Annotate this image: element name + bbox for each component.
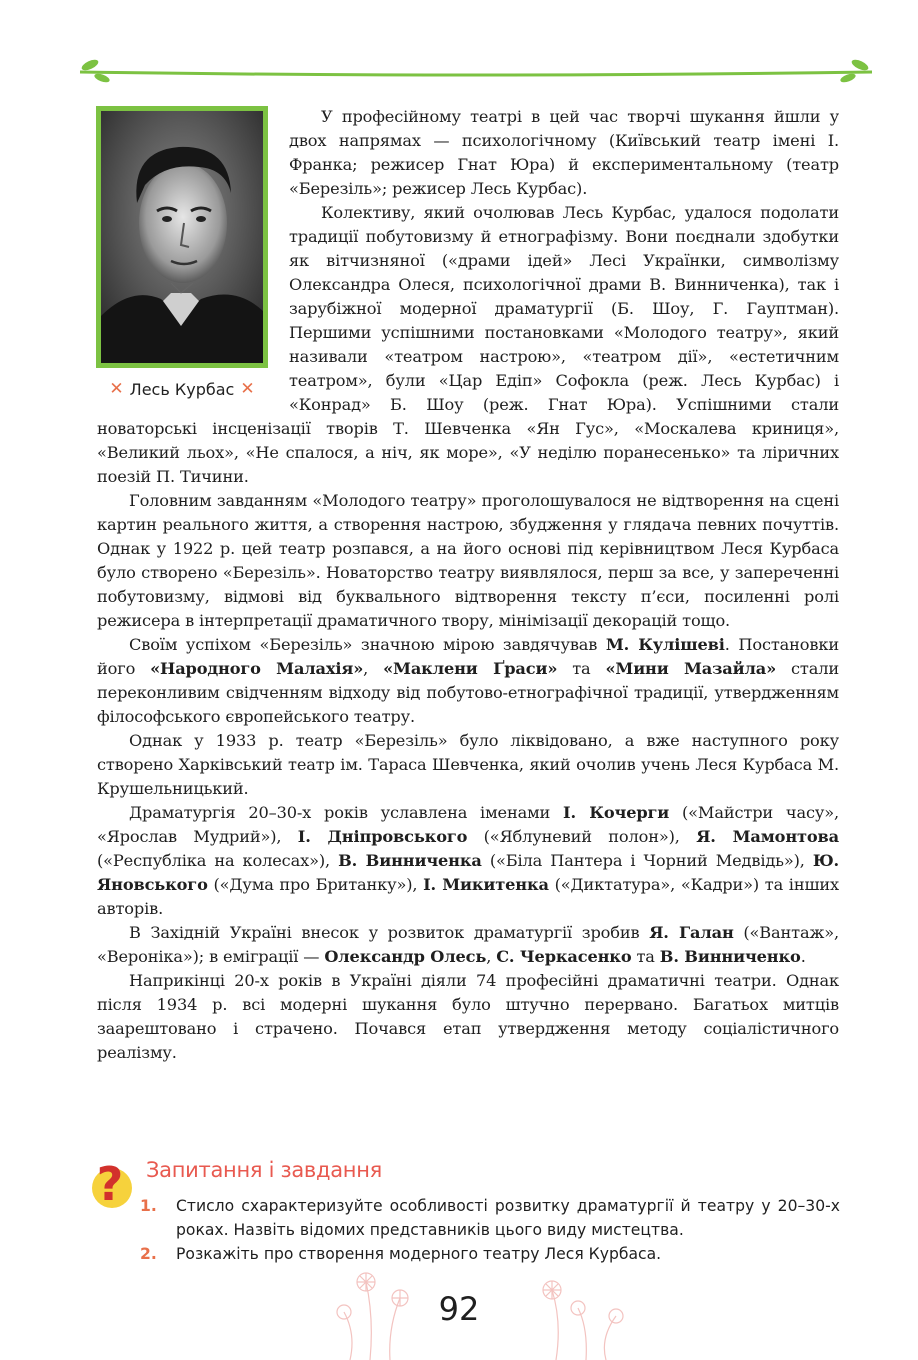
text-run: Своїм успіхом «Березіль» значною мірою завдячував <box>129 635 606 654</box>
bold-text: І. Кочерги <box>563 803 670 822</box>
bold-text: Олександр Олесь <box>324 947 487 966</box>
bold-text: Я. Галан <box>649 923 734 942</box>
text-run: («Республіка на колесах»), <box>97 851 339 870</box>
question-text: Стисло схарактеризуйте особливості розвитку драматургії й театру у 20–30-х роках. Назвіть відомих представників цього виду мистецтва. <box>176 1197 840 1239</box>
questions-title: Запитання і завдання <box>146 1158 382 1182</box>
paragraph <box>97 969 839 1065</box>
bold-text: С. Черкасенко <box>496 947 632 966</box>
text-run: У професійному театрі в цей час творчі шукання йшли у двох напрямах — психологічному (Київський театр імені І. Франка; режисер Гнат Юра) й експериментальному (театр «Березіль»; режисер Лесь Курбас). <box>289 107 839 198</box>
text-run: , <box>486 947 497 966</box>
text-run: Наприкінці 20-х років в Україні діяли 74 професійні драматичні театри. Однак після 1934 р. всі модерні шукання було штучно перервано. Багатьох митців заарештовано і страчено. Почався етап утвердження методу соціалістичного реалізму. <box>97 971 839 1062</box>
paragraph <box>97 489 839 633</box>
top-vine-divider <box>78 58 874 86</box>
bold-text: Ю. Яновського <box>97 851 840 894</box>
text-run: Головним завданням «Молодого театру» проголошувалося не відтворення на сцені картин реального життя, а створення настрою, збудження у глядача певних почуттів. Однак у 1922 р. цей театр розпався, а на його основі під керівництвом Леся Курбаса було створено «Березіль». Новаторство театру виявлялося, перш за все, у запереченні побутовизму, відмові від буквального відтворення тексту п’єси, посиленні ролі режисера в інтерпретації драматичного твору, мінімізації декорацій тощо. <box>97 491 839 630</box>
question-item <box>140 1194 840 1242</box>
page-number: 92 <box>438 1290 480 1328</box>
bold-text: М. Кулішеві <box>605 635 725 654</box>
text-run: , <box>363 659 384 678</box>
text-run: В Західній Україні внесок у розвиток драматургії зробив <box>129 923 650 942</box>
question-text: Розкажіть про створення модерного театру Леся Курбаса. <box>176 1245 662 1263</box>
question-number: 1. <box>140 1197 157 1215</box>
text-run: . Постановки його <box>97 635 839 678</box>
decor-cross-icon: ✕ <box>240 378 255 399</box>
text-run: Однак у 1933 р. театр «Березіль» було ліквідовано, а вже наступного року створено Харківський театр ім. Тараса Шевченка, який очолив учень Леся Курбаса М. Крушельницький. <box>97 731 839 798</box>
text-run: . <box>800 947 806 966</box>
bold-text: «Народного Малахія» <box>150 659 364 678</box>
paragraph <box>97 729 839 801</box>
paragraph <box>97 633 839 729</box>
text-run: («Біла Пантера і Чорний Медвідь»), <box>481 851 813 870</box>
svg-text:?: ? <box>96 1157 124 1210</box>
bold-text: «Мини Мазайла» <box>605 659 777 678</box>
text-run: («Майстри часу», «Ярослав Мудрий»), <box>97 803 839 846</box>
text-run: стали переконливим свідченням відходу від побутово-етнографічної традиції, утвердженням філософського європейського театру. <box>97 659 839 726</box>
text-run: Колективу, який очолював Лесь Курбас, удалося подолати традиції побутовизму й етнографізму. Вони поєднали здобутки як вітчизняної («драми ідей» Лесі Українки, символізму Олександра Олеся, психологічної драми В. Винниченка), так і зарубіжної модерної драматургії (Б. Шоу, Г. Гауптман). Першими успішними постановками «Молодого театру», який називали «театром настрою», «театром дії», «естетичним театром», були «Цар Едіп» Софокла (реж. Лесь Курбас) і «Конрад» Б. Шоу (реж. Гнат Юра). Успішними стали новаторські інсценізації творів Т. Шевченка «Ян Гус», «Москалева криниця», «Великий льох», «Не спалося, а ніч, як море», «У неділю поранесенько» та ліричних поезій П. Тичини. <box>97 203 839 486</box>
bold-text: В. Винниченка <box>338 851 482 870</box>
questions-list <box>140 1194 840 1266</box>
portrait-caption-text: Лесь Курбас <box>129 379 235 399</box>
text-run: та <box>557 659 606 678</box>
main-text <box>97 105 839 1065</box>
paragraph <box>97 921 839 969</box>
decor-cross-icon: ✕ <box>109 378 124 399</box>
text-run: («Диктатура», «Кадри») та інших авторів. <box>97 875 839 918</box>
text-run: («Яблуневий полон»), <box>467 827 697 846</box>
portrait-float-spacer <box>97 105 289 407</box>
bold-text: «Маклени Ґраси» <box>383 659 558 678</box>
bold-text: Я. Мамонтова <box>696 827 839 846</box>
paragraph <box>97 801 839 921</box>
bold-text: І. Микитенка <box>423 875 549 894</box>
text-run: Драматургія 20–30-х років уславлена іменами <box>129 803 564 822</box>
bold-text: І. Дніпровського <box>297 827 468 846</box>
text-run: («Дума про Британку»), <box>207 875 424 894</box>
text-run: та <box>631 947 660 966</box>
text-run: («Вантаж», «Вероніка»); в еміграції — <box>97 923 839 966</box>
bold-text: В. Винниченко <box>659 947 801 966</box>
question-item <box>140 1242 840 1266</box>
question-number: 2. <box>140 1245 157 1263</box>
question-mark-icon <box>88 1156 138 1210</box>
